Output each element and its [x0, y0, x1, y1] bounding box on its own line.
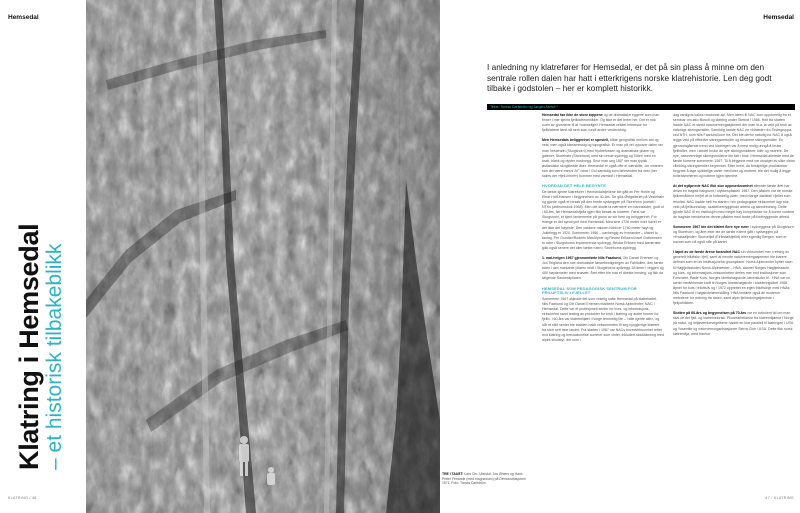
paragraph-lead-in: 1. mai-helgen 1967 gjennomførte Nils Faarlund, — [542, 256, 622, 261]
article-title: Klatring i Hemsedal — [14, 223, 44, 470]
caption-text: Lars Chr. Utendal, Jon Øhlers og Hans Petter Fenande (med magnesium) på Demonstrasjonen 1971. Foto: Tomas Carlström — [442, 472, 526, 486]
paragraph-text: sin virksomhet mer i retning av generelt friluftsliv i fjell, samt at nevnte naturvernengasjement ble klarere definert som en av institusjonens grunnpilarer. Norsk Alpincenter byttet navn til Høgfjellsskolen Norsk Alpinsenter – HNA, dannet Norges Høgfjellsskole, og kurs- og informasjons-virksomheten dreies mer mot institusjoner som Forsvaret, Røde Kors, Norges Idrettshøgskole, lærerskoler bl.. HNA var en sterkt medvirkende kraft til Norges Idrettshøgskole i etableringsåret 1968 åpnet for kurs i friluftsliv og i 1972 opprettet en egen friluftslinje med HNAs Nils Faarlund i høgskolelærerstilling. HNA innførte også de moderne metodene for redning fra skred, samt alpin fjellredningstjeneste i fjellpolitikken. — [673, 250, 793, 306]
paragraph-text: allerede første året har delvis en tragisk bakgrunn i ulykkespåsken 1967. Den påsken var de norske fjellområdene herjet at et forferdelig uvær, med mange dødsfall i fjellet som resultat. NAC hadde helt fra starten i sin pedagogiske virksomhet lagt stor vekt på fjellkunnskap, skadeforebyggende arbeid og skredredning. Dette gjorde NAC til en institusjon med meget høy kompetanse for å kunne vurdere de tragiske hendelsene denne påsken med tanke på forebyggende arbeid. — [673, 184, 795, 219]
paragraph-text: var en turbulent tid om man skal se det fjell- og klatrehistorisk. Pionerarbeidene fra klatremiljøene i Norge på natur- og miljøvernbevegelsene hadde en klar parallell til klatringen i USA og Yosemite og naturvernorganisasjonen Sierra Club i USA. Dette fikk norsk klatremiljø, med tranhor — [673, 311, 794, 336]
paragraph-text: både geografisk mellom øst og vest, men også klimamessig og topografisk. Er man på vei oppover dalen ser man Veslehøin (Skogshorn) med Hydnefossen og dramatiske pilarer og gaterier, Storehøin (Storehorn) med sin brede sydvegg og Tollen med en bratt, blank og dyster nordvegg. Snur man seg 180° ser man typisk østlandske skogkledde åser. Hemsedal er også ofte et værskille, om vinteren kan det være minus 20° nede i Gol samtidig som føhnvinden fra vest (her kalles det «fjell-linnet») kommer med varmluft i Hemsedal. — [542, 138, 664, 179]
section-heading: HEMSEDAL SOM PEDAGOGISK SENTRUM FOR FRILUFTSLIV I FJELLET — [542, 285, 637, 296]
paragraph-lead-in: Hemsedal har ikke de store toppene — [542, 113, 603, 117]
paragraph-lead-in: At det nyåpnede NAC fikk stor oppmerksomhet — [673, 184, 753, 189]
body-paragraph — [673, 113, 795, 179]
page-number-left: KLATRING / 46 — [8, 496, 37, 500]
paragraph-text: De første kjente klatreturer i Hemsedalsfjellene ble gått av Per Hohle og Einar Hoff-Hansen i begynnelsen av 40-års. De gikk Østgalleriet på Veslehøin og gjorde også et forsøk på den brede sydveggen på Storehorn (omtalt i NTKs jubileumsbok 1968). Men det skulle ta nærmere en mannsalder, godt ut i 60-års, før Hemsedalsfjella igjen fikk besøk av klatrere. Først var Skogshorn, et kjent landemerke på grunn av sin form og beliggenhet. For mange er det synonymt med Hemsedal. Med sine 1728 meter over havet er det ikke det høyeste. Den vakkere naboen Nibbi er 1740 meter høyt og Juklelegg er 1920. Sommeren 1966 – uavhengig av hverandre – klatret to taulag, Per Goodier/Roderic MacAlpine og Reidar Eriksen/Josef Guttormsen to ruter i Skogshorns imponerende sydvegg. Reidar Eriksen med kamerater gikk også senere det aller første ruten i Storehorns sydvegg. — [542, 189, 664, 250]
rock-texture-image — [86, 0, 440, 513]
text-column-1 — [542, 113, 664, 348]
body-paragraph — [673, 250, 795, 306]
paragraph-text: og de dramatiske eggene som man finner i mer kjente fjellklatreområder. Og ikke er det breer her. Det er nok noen av grunnene til at «uanselige» Hemsedal vekket interesse for fjellklatrere først så sent som rundt andre verdenskrig. — [542, 113, 660, 133]
text-column-2 — [673, 113, 795, 342]
body-paragraph — [542, 297, 664, 343]
article-intro: I anledning ny klatrefører for Hemsedal, er det på sin plass å minne om den sentrale rollen dalen har hatt i etterkrigens norske klatrehistorie. Len deg godt tilbake i godstolen – her er komplett historikk. — [487, 62, 772, 93]
running-head-right: Hemsedal — [763, 14, 794, 21]
running-head-left: Hemsedal — [8, 14, 39, 21]
photo-caption — [442, 472, 532, 486]
caption-lead: TRE I TAUET: — [442, 472, 464, 476]
paragraph-lead-in: Slutten på 60-års og begynnelsen på 70-års — [673, 311, 747, 316]
section-heading: HVORDAN DET HELE BEGYNTE — [542, 183, 606, 189]
article-subtitle: – et historisk tilbakeblikk — [43, 243, 66, 470]
paragraph-text: Ole Daniel Enersen og Jon Teigland den noe dramatiske førstebestigningen av Fanitullen, den første ruten i den markante pilaren midt i Skogshorns sydvegg. 28 timer i veggen og 400 høydemeter med snøvær. Året etter ble ruta et direkte innsteg, og fikk da følgende Sankeslipilaren. — [542, 256, 664, 281]
body-paragraph — [673, 225, 795, 245]
body-paragraph — [673, 311, 795, 336]
body-paragraph — [542, 256, 664, 281]
body-paragraph — [542, 113, 664, 133]
spread-gutter — [399, 0, 401, 513]
page-number-right: 47 / KLATRING — [765, 496, 794, 500]
paragraph-text: i sydveggene på Skogshorn og Storehorn, og året etter ble de første rutene gått i sydveggen på «Kvasseljelde» Skurvefjell (Eirikstølsfjellet) eller egentlig Bergen, som er navnet som nå også står på kartet. — [673, 224, 794, 245]
paragraph-lead-in: I løpet av de første årene forandret NAC — [673, 250, 741, 255]
paragraph-lead-in: Men Hemsedals beliggenhet er spesiell, — [542, 138, 610, 143]
byline-bar: Tekst: Tomas Carlström og Jørgen Asmol * — [487, 104, 795, 110]
body-paragraph — [542, 138, 664, 179]
body-paragraph — [542, 190, 664, 251]
paragraph-text: dag vanligvis kalles randonné-ski. Men ideen til NAC kom opprinnelig fra et seminar om øko-filosofi og klatring under Stetind i 1966. Helt fra starten hadde NAC et sterkt naturvernengasjement der man bl.a. la vekt på bruk av naturlige sikringsmidler. Samtidig hadde NAC en «klatede» fra Tindegruppa ved NTH, som Nils Faarlund kom fra. Det ble derfor naturlig for NAC å også legge vekt på effektive sikringsmetoder og moderne sikringsmidler. En gjennomgående trend ved klatringen var å mest mulig unngå å bruke fjellbolter, men i stedet bruke de nye sikringsmidlene; kiler og mutrere. De nye, naturvennlige sikringsmidlene ble tatt i bruk i Hemsedal allerede med de første kursene sommeren 1967. Til å begynne med var utvalget av slike clean climbing-sikringsmidler begrenset. Etter hvert, da forskjellige produsenter begynte å lage spikkelige varier med kiler og mutrere, ble det mulig å legge boltehammeren og boltene igjen hjemme. — [673, 113, 795, 179]
article-title-block — [14, 224, 66, 470]
cliff-photo — [86, 0, 440, 513]
paragraph-text: Sommeren 1967 skjedde det som virkelig satte Hemsedal på klatrekartet. Nils Faarlund og Ole Daniel Enersen etablerte Norsk Alpincenter, NAC, i Hemsedal. Dette var et profesjonelt senter for kurs- og informasjons-virksomhet samt testing av produkter for bruk i klatring og andre former for fjelliv. I 60-års var klatremiljøet i Norge temmelig lite – «alle kjente alle», og når et slikt senter ble etablert bakk virksomheten til seg nysgjerrige klatrere fra stort sett hele landet. Fra starten i 1967 var NACs hovedvirksomhet rettet mot klatring og breutdannelse sommer som vinter, inkludert skiutdanning med alpint skiutstyr, det som i — [542, 297, 664, 342]
body-paragraph — [673, 184, 795, 220]
paragraph-lead-in: Sommeren 1967 ble det klatret flere nye ruter — [673, 224, 749, 229]
